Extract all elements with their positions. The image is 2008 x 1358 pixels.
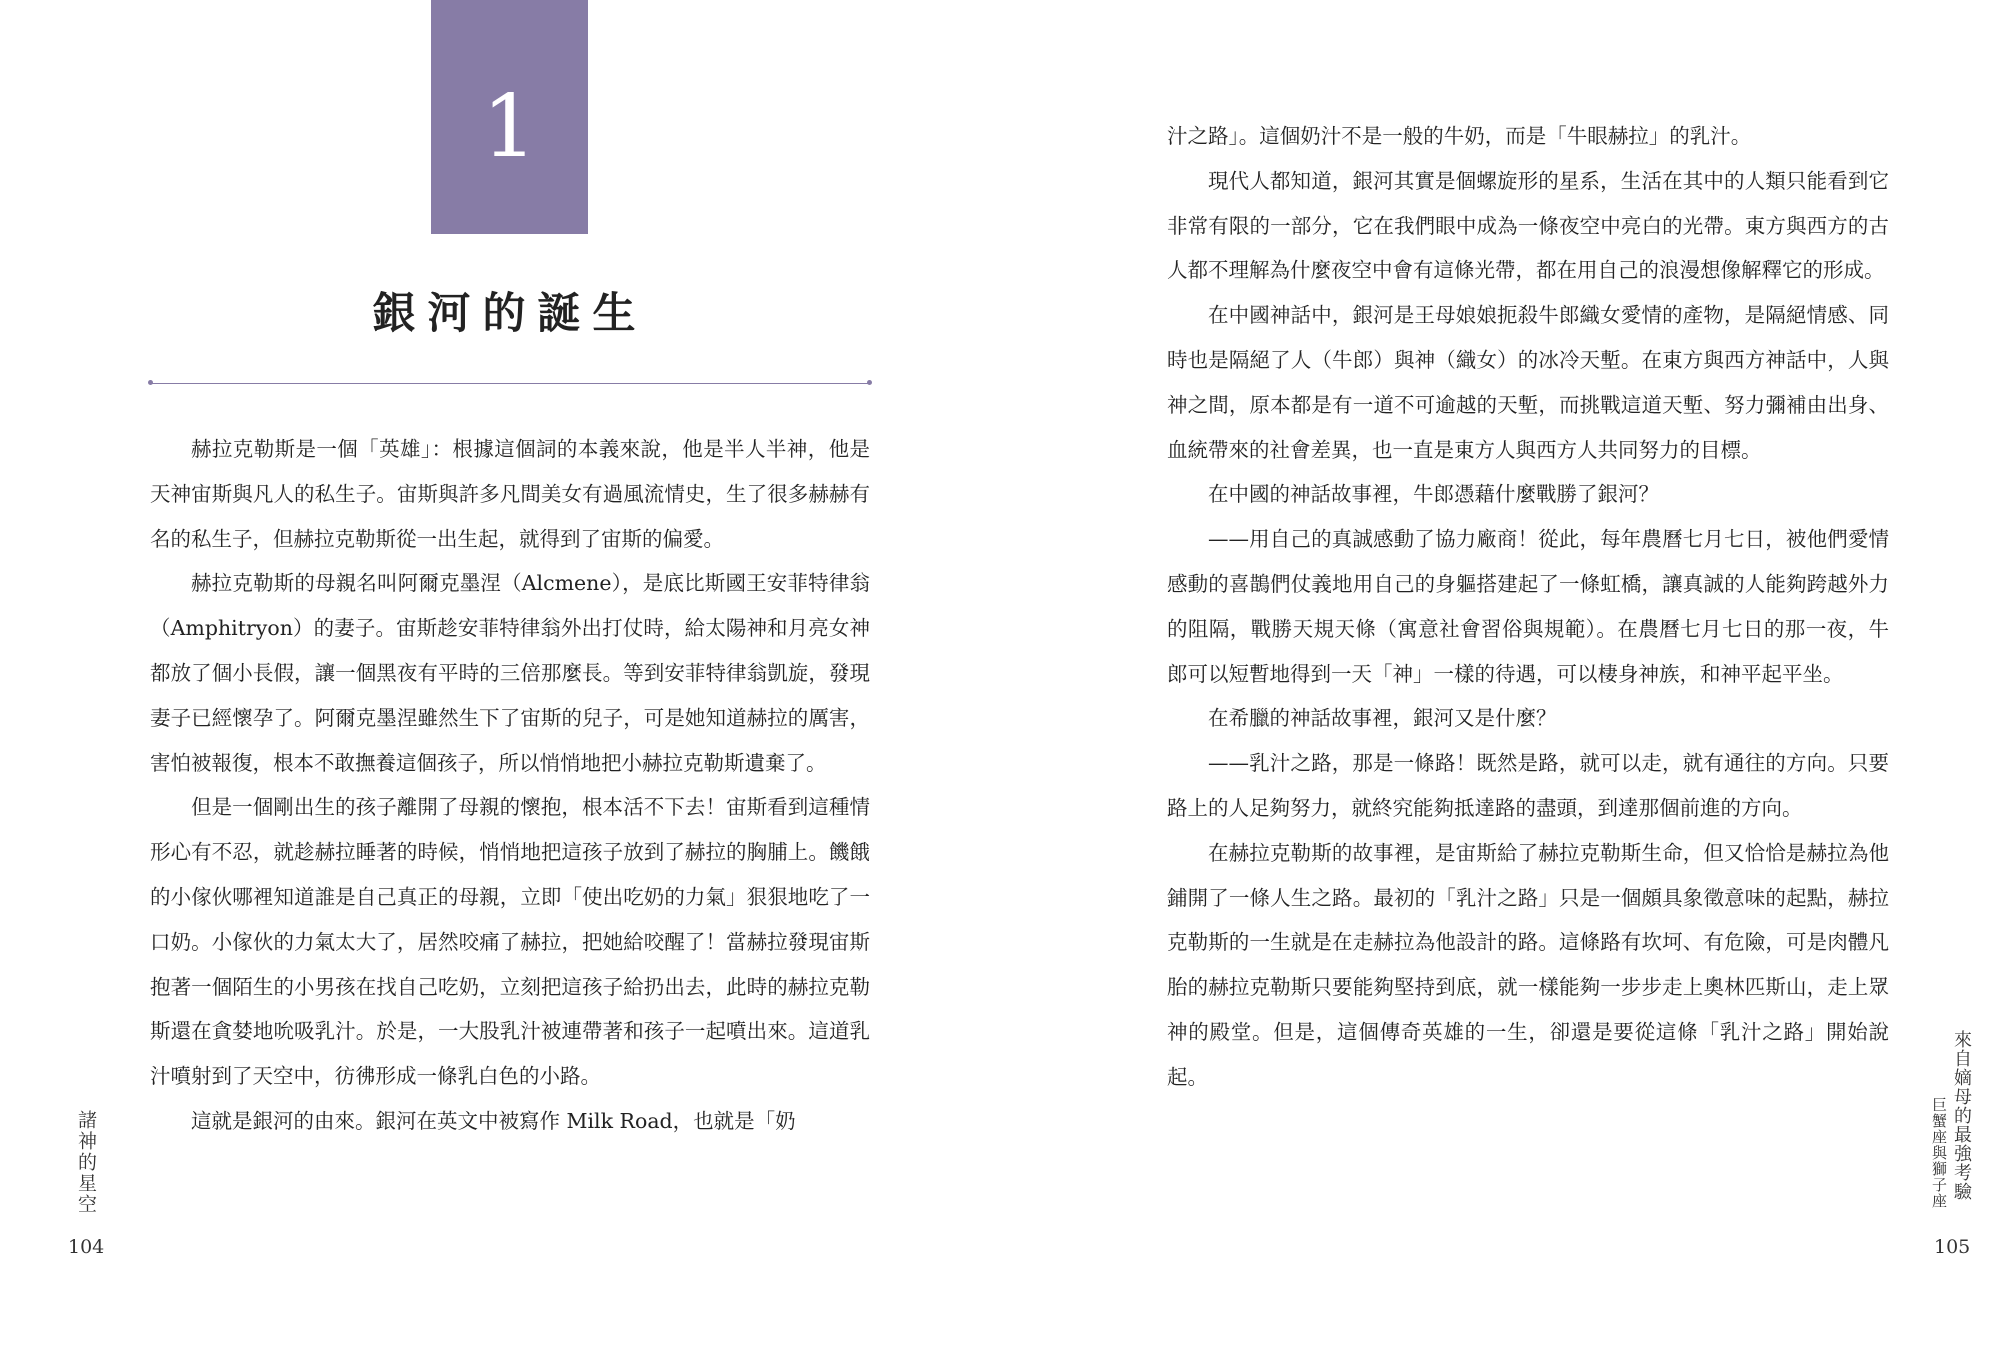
paragraph: 現代人都知道，銀河其實是個螺旋形的星系，生活在其中的人類只能看到它非常有限的一部分，它在我們眼中成為一條夜空中亮白的光帶。東方與西方的古人都不理解為什麼夜空中會有這條光帶，都在用自己的浪漫想像解釋它的形成。 (1167, 168, 1889, 283)
chapter-number: 1 (482, 77, 537, 177)
title-divider (150, 383, 870, 384)
right-body-text (1167, 114, 1889, 1100)
chapter-number-box (431, 0, 588, 234)
paragraph: 赫拉克勒斯是一個「英雄」：根據這個詞的本義來說，他是半人半神，他是天神宙斯與凡人的私生子。宙斯與許多凡間美女有過風流情史，生了很多赫赫有名的私生子，但赫拉克勒斯從一出生起，就得到了宙斯的偏愛。 (150, 437, 870, 551)
paragraph: ——用自己的真誠感動了協力廠商！從此，每年農曆七月七日，被他們愛情感動的喜鵲們仗義地用自己的身軀搭建起了一條虹橋，讓真誠的人能夠跨越外力的阻隔，戰勝天規天條（寓意社會習俗與規範）。在農曆七月七日的那一夜，牛郎可以短暫地得到一天「神」一樣的待遇，可以棲身神族，和神平起平坐。 (1167, 527, 1889, 686)
running-subtitle-right: 巨蟹座與獅子座 (1930, 1097, 1948, 1209)
running-title-right: 來自嫡母的最強考驗 (1951, 1030, 1972, 1201)
paragraph: 在中國神話中，銀河是王母娘娘扼殺牛郎織女愛情的產物，是隔絕情感、同時也是隔絕了人（牛郎）與神（織女）的冰冷天塹。在東方與西方神話中，人與神之間，原本都是有一道不可逾越的天塹，而挑戰這道天塹、努力彌補由出身、血統帶來的社會差異，也一直是東方人與西方人共同努力的目標。 (1167, 303, 1889, 462)
chapter-title: 銀河的誕生 (372, 289, 648, 339)
page-number-left: 104 (68, 1236, 105, 1258)
running-title-left: 諸神的星空 (75, 1110, 97, 1215)
left-body-text (150, 427, 870, 1144)
paragraph: ——乳汁之路，那是一條路！既然是路，就可以走，就有通往的方向。只要路上的人足夠努力，就終究能夠抵達路的盡頭，到達那個前進的方向。 (1167, 751, 1889, 820)
page-number-right: 105 (1934, 1236, 1971, 1258)
paragraph: 但是一個剛出生的孩子離開了母親的懷抱，根本活不下去！宙斯看到這種情形心有不忍，就趁赫拉睡著的時候，悄悄地把這孩子放到了赫拉的胸脯上。饑餓的小傢伙哪裡知道誰是自己真正的母親，立即「使出吃奶的力氣」狠狠地吃了一口奶。小傢伙的力氣太大了，居然咬痛了赫拉，把她給咬醒了！當赫拉發現宙斯抱著一個陌生的小男孩在找自己吃奶，立刻把這孩子給扔出去，此時的赫拉克勒斯還在貪婪地吮吸乳汁。於是，一大股乳汁被連帶著和孩子一起噴出來。這道乳汁噴射到了天空中，彷彿形成一條乳白色的小路。 (150, 795, 870, 1089)
paragraph: 赫拉克勒斯的母親名叫阿爾克墨涅（Alcmene），是底比斯國王安菲特律翁（Amphitryon）的妻子。宙斯趁安菲特律翁外出打仗時，給太陽神和月亮女神都放了個小長假，讓一個黑夜有平時的三倍那麼長。等到安菲特律翁凱旋，發現妻子已經懷孕了。阿爾克墨涅雖然生下了宙斯的兒子，可是她知道赫拉的厲害，害怕被報復，根本不敢撫養這個孩子，所以悄悄地把小赫拉克勒斯遺棄了。 (150, 571, 870, 775)
paragraph: 在中國的神話故事裡，牛郎憑藉什麼戰勝了銀河？ (1208, 482, 1659, 507)
paragraph: 在赫拉克勒斯的故事裡，是宙斯給了赫拉克勒斯生命，但又恰恰是赫拉為他鋪開了一條人生之路。最初的「乳汁之路」只是一個頗具象徵意味的起點，赫拉克勒斯的一生就是在走赫拉為他設計的路。這條路有坎坷、有危險，可是肉體凡胎的赫拉克勒斯只要能夠堅持到底，就一樣能夠一步步走上奧林匹斯山，走上眾神的殿堂。但是，這個傳奇英雄的一生，卻還是要從這條「乳汁之路」開始說起。 (1167, 840, 1889, 1089)
paragraph: 這就是銀河的由來。銀河在英文中被寫作 Milk Road，也就是「奶 (191, 1108, 796, 1133)
paragraph: 在希臘的神話故事裡，銀河又是什麼？ (1208, 706, 1557, 731)
paragraph: 汁之路」。這個奶汁不是一般的牛奶，而是「牛眼赫拉」的乳汁。 (1167, 124, 1752, 148)
